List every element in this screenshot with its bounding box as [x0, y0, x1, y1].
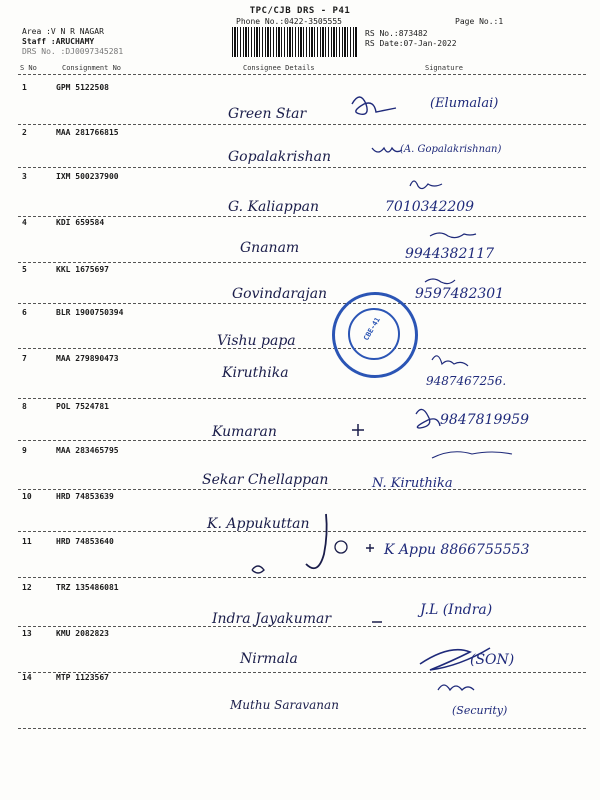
consignee-name: Green Star [228, 106, 307, 122]
row-number: 5 [22, 265, 27, 274]
stamp-code: CBE-41 [362, 316, 382, 342]
consignee-name: Kiruthika [222, 365, 289, 381]
signature: 9597482301 [415, 286, 505, 302]
row-number: 6 [22, 308, 27, 317]
consignment-number: KMU 2082823 [56, 629, 109, 638]
signature-scribble [432, 356, 468, 366]
consignment-number: MAA 279890473 [56, 354, 119, 363]
row-number: 12 [22, 583, 32, 592]
signature: N. Kiruthika [372, 476, 453, 491]
consignee-name: Indra Jayakumar [212, 611, 332, 627]
signature-scribble [416, 409, 440, 428]
column-header-signature: Signature [425, 64, 463, 72]
cross-mark [352, 424, 364, 436]
consignee-name: K. Appukuttan [207, 516, 310, 532]
consignee-name: Vishu papa [217, 333, 296, 349]
signature-scribble [335, 541, 347, 553]
signature-scribble [352, 97, 396, 114]
row-number: 9 [22, 446, 27, 455]
consignee-name: Nirmala [240, 651, 298, 667]
consignment-number: GPM 5122508 [56, 83, 109, 92]
consignment-number: TRZ 135486081 [56, 583, 119, 592]
row-number: 7 [22, 354, 27, 363]
consignee-name: G. Kaliappan [228, 199, 319, 215]
signature-scribble [252, 566, 264, 573]
signature: (Elumalai) [430, 96, 499, 111]
consignment-number: KKL 1675697 [56, 265, 109, 274]
rs-date: RS Date:07-Jan-2022 [365, 39, 457, 48]
row-number: 10 [22, 492, 32, 501]
row-number: 8 [22, 402, 27, 411]
cross-mark [366, 544, 374, 552]
row-number: 13 [22, 629, 32, 638]
drs-number: DRS No. :DJ0097345281 [22, 47, 124, 56]
page-number: Page No.:1 [455, 17, 504, 26]
signature: 9944382117 [405, 246, 495, 262]
row-number: 2 [22, 128, 27, 137]
column-header-sno: S No [20, 64, 37, 72]
consignment-number: BLR 1900750394 [56, 308, 124, 317]
document-title: TPC/CJB DRS - P41 [249, 6, 351, 16]
signature: (A. Gopalakrishnan) [400, 144, 502, 155]
consignment-number: MTP 1123567 [56, 673, 109, 682]
consignee-name: Muthu Saravanan [230, 698, 339, 712]
consignment-number: IXM 500237900 [56, 172, 119, 181]
row-number: 4 [22, 218, 27, 227]
signature-scribble [425, 279, 455, 284]
row-number: 3 [22, 172, 27, 181]
signature: J.L (Indra) [420, 602, 493, 618]
signature-scribble [438, 685, 474, 690]
signature-scribble [372, 148, 402, 152]
row-number: 1 [22, 83, 27, 92]
consignment-number: POL 7524781 [56, 402, 109, 411]
area-label: Area :V N R NAGAR [22, 27, 104, 36]
consignee-name: Kumaran [212, 424, 277, 440]
consignment-number: HRD 74853639 [56, 492, 114, 501]
signature: 9487467256. [426, 374, 507, 388]
signature: 9847819959 [440, 412, 530, 428]
rs-number: RS No.:873482 [365, 29, 428, 38]
consignment-number: HRD 74853640 [56, 537, 114, 546]
consignee-name: Govindarajan [232, 286, 328, 302]
consignment-number: KDI 659584 [56, 218, 105, 227]
signature-scribble [432, 452, 512, 458]
staff-label: Staff :ARUCHAMY [22, 37, 95, 46]
row-number: 14 [22, 673, 32, 682]
phone-number: Phone No.:0422-3505555 [236, 17, 342, 26]
consignee-name: Sekar Chellappan [202, 472, 329, 488]
signature-scribble [430, 233, 476, 238]
column-header-consignee: Consignee Details [243, 64, 315, 72]
signature: (SON) [470, 652, 515, 668]
signature: (Security) [452, 704, 508, 717]
column-header-consignment: Consignment No [62, 64, 122, 72]
row-number: 11 [22, 537, 32, 546]
signature: K Appu 8866755553 [384, 542, 530, 558]
consignee-name: Gopalakrishan [228, 149, 331, 165]
signature-scribble [306, 514, 327, 568]
consignment-number: MAA 281766815 [56, 128, 119, 137]
consignment-number: MAA 283465795 [56, 446, 119, 455]
signature-scribble [420, 648, 490, 670]
signature-scribble [410, 181, 442, 189]
signature: 7010342209 [385, 199, 475, 215]
consignee-name: Gnanam [240, 240, 300, 256]
